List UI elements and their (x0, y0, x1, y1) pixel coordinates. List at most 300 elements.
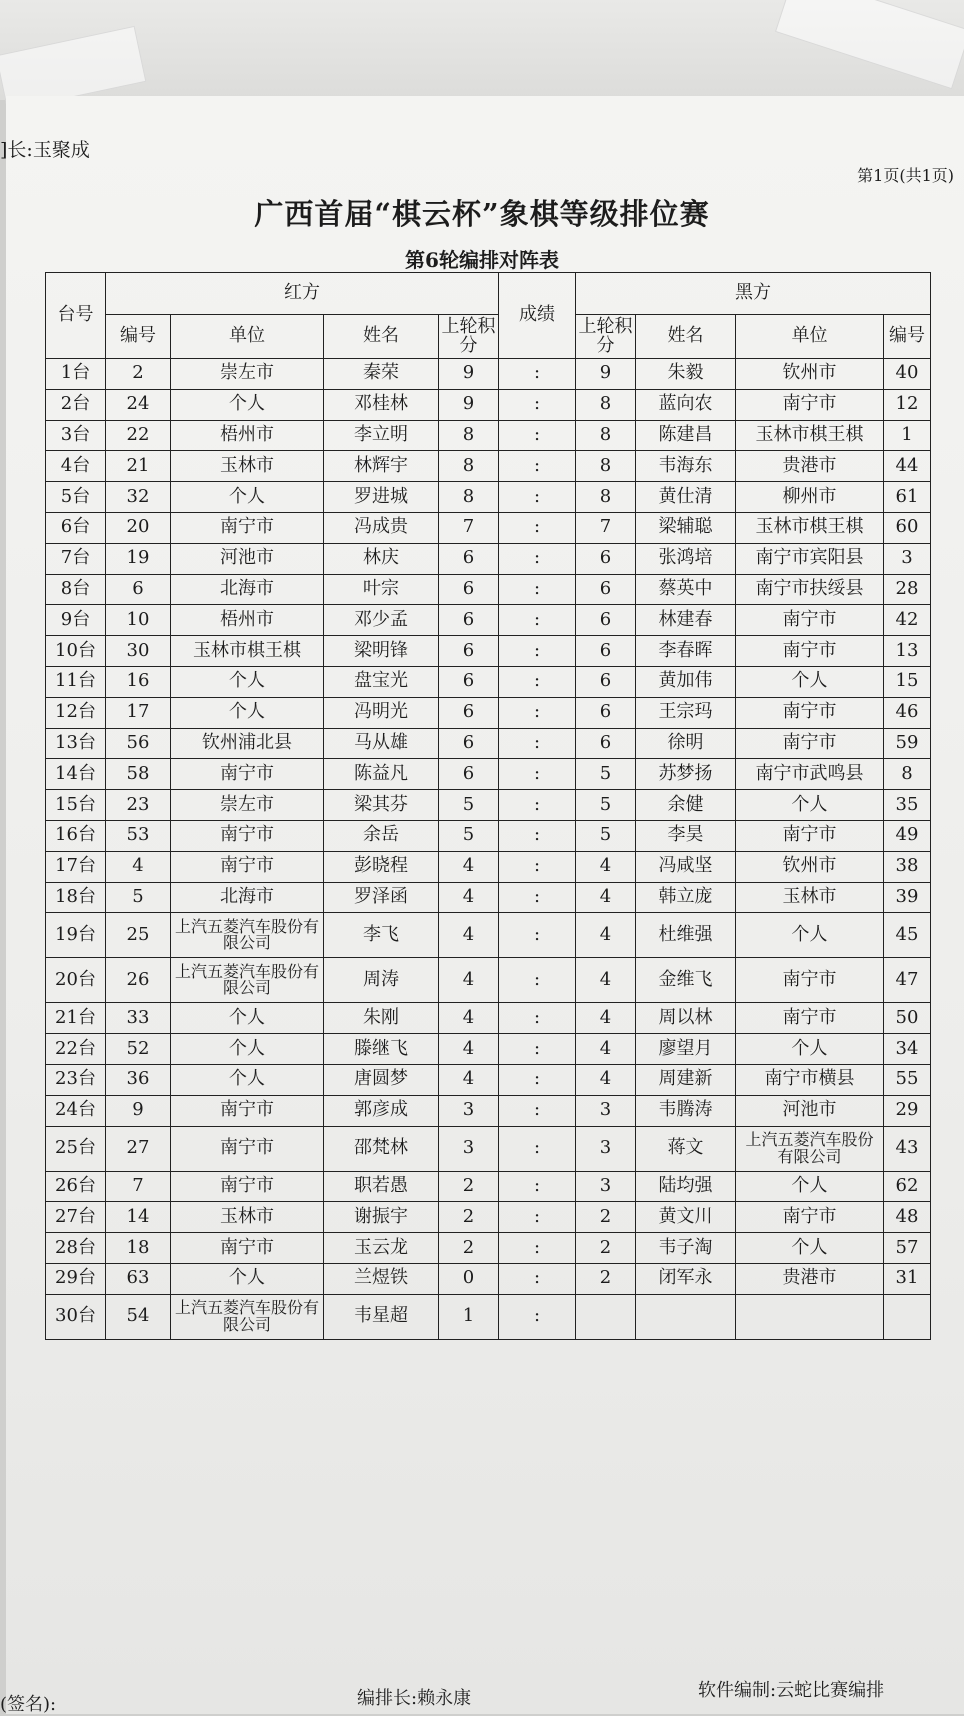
red-name-cell: 玉云龙 (324, 1233, 439, 1264)
black-name-cell: 李昊 (636, 820, 736, 851)
red-name-cell: 邓桂林 (324, 389, 439, 420)
black-name-cell: 梁辅聪 (636, 512, 736, 543)
black-unit-cell: 南宁市 (736, 1003, 884, 1034)
black-num-cell: 48 (884, 1202, 931, 1233)
red-points-cell: 6 (439, 543, 499, 574)
black-unit-cell: 南宁市 (736, 389, 884, 420)
red-name-cell: 梁明锋 (324, 636, 439, 667)
table-row (46, 451, 931, 482)
col-red-header: 红方 (106, 273, 499, 315)
red-points-cell: 4 (439, 958, 499, 1003)
red-num-cell: 4 (106, 851, 171, 882)
black-unit-cell: 南宁市 (736, 697, 884, 728)
signature-label: (签名): (0, 1694, 57, 1715)
table-row (46, 1034, 931, 1065)
black-unit-cell: 南宁市 (736, 820, 884, 851)
board-cell: 29台 (46, 1263, 106, 1294)
red-num-cell: 26 (106, 958, 171, 1003)
result-cell: : (499, 543, 576, 574)
red-unit-cell: 南宁市 (171, 820, 324, 851)
black-num-cell: 38 (884, 851, 931, 882)
red-num-cell: 10 (106, 605, 171, 636)
board-cell: 30台 (46, 1294, 106, 1339)
red-unit-cell: 梧州市 (171, 605, 324, 636)
board-cell: 14台 (46, 759, 106, 790)
black-unit-cell: 河池市 (736, 1095, 884, 1126)
red-num-cell: 18 (106, 1233, 171, 1264)
red-num-cell: 21 (106, 451, 171, 482)
red-unit-cell: 南宁市 (171, 851, 324, 882)
black-name-cell: 周建新 (636, 1064, 736, 1095)
black-name-cell: 冯咸坚 (636, 851, 736, 882)
black-num-cell: 60 (884, 512, 931, 543)
result-cell: : (499, 574, 576, 605)
red-name-cell: 梁其芬 (324, 790, 439, 821)
red-name-cell: 冯明光 (324, 697, 439, 728)
black-name-cell: 闭军永 (636, 1263, 736, 1294)
table-row (46, 759, 931, 790)
black-points-cell: 5 (576, 759, 636, 790)
red-name-cell: 兰煜铁 (324, 1263, 439, 1294)
table-row (46, 482, 931, 513)
red-num-cell: 7 (106, 1171, 171, 1202)
board-cell: 23台 (46, 1064, 106, 1095)
red-points-cell: 3 (439, 1095, 499, 1126)
black-points-cell: 4 (576, 1003, 636, 1034)
red-unit-cell: 崇左市 (171, 359, 324, 390)
red-unit-cell: 个人 (171, 389, 324, 420)
red-unit-cell: 个人 (171, 697, 324, 728)
red-num-cell: 30 (106, 636, 171, 667)
black-points-cell: 4 (576, 958, 636, 1003)
black-points-cell: 6 (576, 574, 636, 605)
black-name-cell: 黄加伟 (636, 666, 736, 697)
red-points-cell: 2 (439, 1202, 499, 1233)
col-black-unit: 单位 (736, 315, 884, 359)
board-cell: 11台 (46, 666, 106, 697)
black-name-cell: 杜维强 (636, 913, 736, 958)
table-row (46, 1263, 931, 1294)
black-num-cell: 44 (884, 451, 931, 482)
black-name-cell: 余健 (636, 790, 736, 821)
tape-strip-right (775, 0, 964, 89)
black-unit-cell: 钦州市 (736, 851, 884, 882)
red-num-cell: 6 (106, 574, 171, 605)
black-unit-cell: 南宁市 (736, 1202, 884, 1233)
board-cell: 20台 (46, 958, 106, 1003)
result-cell: : (499, 697, 576, 728)
black-unit-cell: 个人 (736, 1233, 884, 1264)
black-points-cell: 2 (576, 1263, 636, 1294)
board-cell: 19台 (46, 913, 106, 958)
red-unit-cell: 玉林市 (171, 451, 324, 482)
black-name-cell: 李春晖 (636, 636, 736, 667)
black-num-cell: 46 (884, 697, 931, 728)
board-cell: 13台 (46, 728, 106, 759)
black-num-cell: 3 (884, 543, 931, 574)
red-unit-cell: 上汽五菱汽车股份有限公司 (171, 958, 324, 1003)
red-name-cell: 盘宝光 (324, 666, 439, 697)
result-cell: : (499, 958, 576, 1003)
black-num-cell: 42 (884, 605, 931, 636)
black-name-cell: 蒋文 (636, 1126, 736, 1171)
board-cell: 7台 (46, 543, 106, 574)
red-unit-cell: 南宁市 (171, 1095, 324, 1126)
red-points-cell: 7 (439, 512, 499, 543)
result-cell: : (499, 1064, 576, 1095)
red-points-cell: 6 (439, 605, 499, 636)
black-unit-cell: 柳州市 (736, 482, 884, 513)
black-name-cell: 廖望月 (636, 1034, 736, 1065)
red-num-cell: 33 (106, 1003, 171, 1034)
red-points-cell: 1 (439, 1294, 499, 1339)
result-cell: : (499, 1263, 576, 1294)
black-unit-cell: 南宁市 (736, 958, 884, 1003)
table-row (46, 728, 931, 759)
red-name-cell: 林庆 (324, 543, 439, 574)
table-row (46, 697, 931, 728)
result-cell: : (499, 1126, 576, 1171)
black-num-cell: 31 (884, 1263, 931, 1294)
red-name-cell: 秦荣 (324, 359, 439, 390)
black-num-cell: 35 (884, 790, 931, 821)
red-unit-cell: 崇左市 (171, 790, 324, 821)
red-unit-cell: 河池市 (171, 543, 324, 574)
board-cell: 12台 (46, 697, 106, 728)
red-num-cell: 22 (106, 420, 171, 451)
black-num-cell (884, 1294, 931, 1339)
black-num-cell: 49 (884, 820, 931, 851)
red-points-cell: 4 (439, 1064, 499, 1095)
result-cell: : (499, 882, 576, 913)
board-cell: 26台 (46, 1171, 106, 1202)
black-unit-cell: 玉林市棋王棋 (736, 420, 884, 451)
black-points-cell: 6 (576, 697, 636, 728)
board-cell: 28台 (46, 1233, 106, 1264)
red-num-cell: 36 (106, 1064, 171, 1095)
result-cell: : (499, 1095, 576, 1126)
red-name-cell: 彭晓程 (324, 851, 439, 882)
black-name-cell: 林建春 (636, 605, 736, 636)
black-points-cell: 3 (576, 1126, 636, 1171)
red-points-cell: 4 (439, 851, 499, 882)
red-points-cell: 5 (439, 790, 499, 821)
col-black-prev: 上轮积分 (576, 315, 636, 359)
red-num-cell: 54 (106, 1294, 171, 1339)
red-num-cell: 23 (106, 790, 171, 821)
black-name-cell: 徐明 (636, 728, 736, 759)
red-points-cell: 3 (439, 1126, 499, 1171)
black-points-cell: 2 (576, 1202, 636, 1233)
black-name-cell: 陆均强 (636, 1171, 736, 1202)
photo-background (0, 0, 964, 100)
board-cell: 22台 (46, 1034, 106, 1065)
table-row (46, 958, 931, 1003)
black-name-cell: 苏梦扬 (636, 759, 736, 790)
black-name-cell: 黄文川 (636, 1202, 736, 1233)
page-number: 第1页(共1页) (857, 166, 954, 185)
black-points-cell: 8 (576, 451, 636, 482)
red-unit-cell: 南宁市 (171, 1126, 324, 1171)
red-name-cell: 林辉宇 (324, 451, 439, 482)
chief-referee-label: ]长:玉聚成 (0, 139, 90, 161)
black-num-cell: 59 (884, 728, 931, 759)
board-cell: 27台 (46, 1202, 106, 1233)
black-points-cell: 2 (576, 1233, 636, 1264)
black-num-cell: 40 (884, 359, 931, 390)
black-name-cell: 金维飞 (636, 958, 736, 1003)
black-points-cell: 3 (576, 1171, 636, 1202)
red-name-cell: 谢振宇 (324, 1202, 439, 1233)
result-cell: : (499, 666, 576, 697)
black-name-cell: 韦海东 (636, 451, 736, 482)
black-unit-cell: 南宁市横县 (736, 1064, 884, 1095)
black-unit-cell: 贵港市 (736, 451, 884, 482)
result-cell: : (499, 913, 576, 958)
red-num-cell: 9 (106, 1095, 171, 1126)
table-row (46, 543, 931, 574)
black-points-cell: 4 (576, 913, 636, 958)
black-num-cell: 55 (884, 1064, 931, 1095)
red-points-cell: 8 (439, 451, 499, 482)
black-name-cell: 王宗玛 (636, 697, 736, 728)
table-row (46, 790, 931, 821)
col-black-num: 编号 (884, 315, 931, 359)
red-unit-cell: 南宁市 (171, 1171, 324, 1202)
black-points-cell: 8 (576, 420, 636, 451)
col-result-header: 成绩 (499, 273, 576, 359)
red-unit-cell: 北海市 (171, 574, 324, 605)
col-red-num: 编号 (106, 315, 171, 359)
black-points-cell: 4 (576, 882, 636, 913)
table-row (46, 359, 931, 390)
col-black-name: 姓名 (636, 315, 736, 359)
black-unit-cell: 个人 (736, 1034, 884, 1065)
red-num-cell: 53 (106, 820, 171, 851)
table-row (46, 1064, 931, 1095)
red-unit-cell: 个人 (171, 666, 324, 697)
black-unit-cell: 玉林市棋王棋 (736, 512, 884, 543)
board-cell: 4台 (46, 451, 106, 482)
black-num-cell: 62 (884, 1171, 931, 1202)
software-label: 软件编制:云蛇比赛编排 (698, 1680, 885, 1701)
board-cell: 9台 (46, 605, 106, 636)
table-row (46, 636, 931, 667)
red-unit-cell: 玉林市 (171, 1202, 324, 1233)
red-num-cell: 20 (106, 512, 171, 543)
red-points-cell: 6 (439, 666, 499, 697)
black-name-cell: 韦子淘 (636, 1233, 736, 1264)
result-cell: : (499, 1034, 576, 1065)
red-num-cell: 17 (106, 697, 171, 728)
red-name-cell: 朱刚 (324, 1003, 439, 1034)
black-unit-cell: 上汽五菱汽车股份有限公司 (736, 1126, 884, 1171)
red-points-cell: 0 (439, 1263, 499, 1294)
table-row (46, 574, 931, 605)
red-name-cell: 冯成贵 (324, 512, 439, 543)
red-num-cell: 27 (106, 1126, 171, 1171)
col-red-unit: 单位 (171, 315, 324, 359)
red-unit-cell: 个人 (171, 1064, 324, 1095)
result-cell: : (499, 389, 576, 420)
result-cell: : (499, 420, 576, 451)
table-row (46, 512, 931, 543)
board-cell: 6台 (46, 512, 106, 543)
table-row (46, 605, 931, 636)
black-points-cell: 4 (576, 851, 636, 882)
black-unit-cell: 南宁市 (736, 605, 884, 636)
pairing-table (45, 272, 931, 1340)
result-cell: : (499, 1233, 576, 1264)
result-cell: : (499, 636, 576, 667)
red-num-cell: 32 (106, 482, 171, 513)
board-cell: 10台 (46, 636, 106, 667)
result-cell: : (499, 359, 576, 390)
result-cell: : (499, 1294, 576, 1339)
black-points-cell: 6 (576, 666, 636, 697)
red-num-cell: 56 (106, 728, 171, 759)
black-num-cell: 29 (884, 1095, 931, 1126)
black-points-cell: 4 (576, 1034, 636, 1065)
red-unit-cell: 上汽五菱汽车股份有限公司 (171, 1294, 324, 1339)
red-points-cell: 8 (439, 482, 499, 513)
document-subtitle: 第6轮编排对阵表 (405, 248, 559, 272)
red-num-cell: 25 (106, 913, 171, 958)
red-name-cell: 李立明 (324, 420, 439, 451)
table-row (46, 1095, 931, 1126)
black-unit-cell: 个人 (736, 1171, 884, 1202)
black-num-cell: 15 (884, 666, 931, 697)
table-row (46, 420, 931, 451)
red-num-cell: 19 (106, 543, 171, 574)
red-name-cell: 唐圆梦 (324, 1064, 439, 1095)
red-name-cell: 余岳 (324, 820, 439, 851)
table-row (46, 666, 931, 697)
black-num-cell: 61 (884, 482, 931, 513)
document-title: 广西首届“棋云杯”象棋等级排位赛 (254, 197, 710, 231)
board-cell: 5台 (46, 482, 106, 513)
result-cell: : (499, 820, 576, 851)
black-unit-cell: 个人 (736, 790, 884, 821)
col-black-header: 黑方 (576, 273, 931, 315)
black-points-cell: 6 (576, 605, 636, 636)
red-name-cell: 职若愚 (324, 1171, 439, 1202)
black-unit-cell: 玉林市 (736, 882, 884, 913)
red-unit-cell: 个人 (171, 1263, 324, 1294)
board-cell: 3台 (46, 420, 106, 451)
red-points-cell: 8 (439, 420, 499, 451)
black-name-cell: 陈建昌 (636, 420, 736, 451)
table-row (46, 913, 931, 958)
board-cell: 17台 (46, 851, 106, 882)
table-row (46, 1202, 931, 1233)
result-cell: : (499, 851, 576, 882)
black-points-cell: 8 (576, 389, 636, 420)
board-cell: 15台 (46, 790, 106, 821)
table-row (46, 882, 931, 913)
red-points-cell: 4 (439, 1034, 499, 1065)
black-unit-cell: 贵港市 (736, 1263, 884, 1294)
red-unit-cell: 钦州浦北县 (171, 728, 324, 759)
black-name-cell: 蓝向农 (636, 389, 736, 420)
black-num-cell: 43 (884, 1126, 931, 1171)
black-num-cell: 1 (884, 420, 931, 451)
red-num-cell: 5 (106, 882, 171, 913)
red-unit-cell: 个人 (171, 482, 324, 513)
result-cell: : (499, 512, 576, 543)
result-cell: : (499, 1171, 576, 1202)
red-name-cell: 叶宗 (324, 574, 439, 605)
black-unit-cell: 南宁市 (736, 636, 884, 667)
red-points-cell: 9 (439, 359, 499, 390)
red-num-cell: 24 (106, 389, 171, 420)
result-cell: : (499, 482, 576, 513)
black-num-cell: 50 (884, 1003, 931, 1034)
red-name-cell: 郭彦成 (324, 1095, 439, 1126)
black-points-cell: 4 (576, 1064, 636, 1095)
arranger-label: 编排长:赖永康 (357, 1688, 472, 1709)
red-unit-cell: 个人 (171, 1034, 324, 1065)
black-unit-cell: 南宁市扶绥县 (736, 574, 884, 605)
black-points-cell: 9 (576, 359, 636, 390)
black-num-cell: 28 (884, 574, 931, 605)
black-num-cell: 47 (884, 958, 931, 1003)
black-points-cell: 5 (576, 820, 636, 851)
black-points-cell (576, 1294, 636, 1339)
black-points-cell: 3 (576, 1095, 636, 1126)
red-unit-cell: 上汽五菱汽车股份有限公司 (171, 913, 324, 958)
red-name-cell: 罗泽函 (324, 882, 439, 913)
black-unit-cell (736, 1294, 884, 1339)
red-unit-cell: 玉林市棋王棋 (171, 636, 324, 667)
black-unit-cell: 南宁市武鸣县 (736, 759, 884, 790)
black-unit-cell: 南宁市 (736, 728, 884, 759)
black-unit-cell: 个人 (736, 666, 884, 697)
result-cell: : (499, 790, 576, 821)
red-name-cell: 韦星超 (324, 1294, 439, 1339)
red-name-cell: 李飞 (324, 913, 439, 958)
red-points-cell: 9 (439, 389, 499, 420)
black-points-cell: 6 (576, 543, 636, 574)
black-name-cell: 朱毅 (636, 359, 736, 390)
black-name-cell: 周以林 (636, 1003, 736, 1034)
black-unit-cell: 南宁市宾阳县 (736, 543, 884, 574)
table-row (46, 1294, 931, 1339)
table-row (46, 389, 931, 420)
red-points-cell: 6 (439, 574, 499, 605)
col-board-header: 台号 (46, 273, 106, 359)
table-row (46, 820, 931, 851)
black-num-cell: 13 (884, 636, 931, 667)
red-points-cell: 6 (439, 697, 499, 728)
black-num-cell: 8 (884, 759, 931, 790)
red-points-cell: 5 (439, 820, 499, 851)
red-unit-cell: 南宁市 (171, 759, 324, 790)
black-unit-cell: 钦州市 (736, 359, 884, 390)
board-cell: 18台 (46, 882, 106, 913)
board-cell: 16台 (46, 820, 106, 851)
red-points-cell: 6 (439, 636, 499, 667)
board-cell: 21台 (46, 1003, 106, 1034)
board-cell: 1台 (46, 359, 106, 390)
black-num-cell: 34 (884, 1034, 931, 1065)
col-red-prev: 上轮积分 (439, 315, 499, 359)
red-unit-cell: 北海市 (171, 882, 324, 913)
board-cell: 8台 (46, 574, 106, 605)
red-points-cell: 2 (439, 1171, 499, 1202)
red-name-cell: 邓少孟 (324, 605, 439, 636)
black-num-cell: 12 (884, 389, 931, 420)
